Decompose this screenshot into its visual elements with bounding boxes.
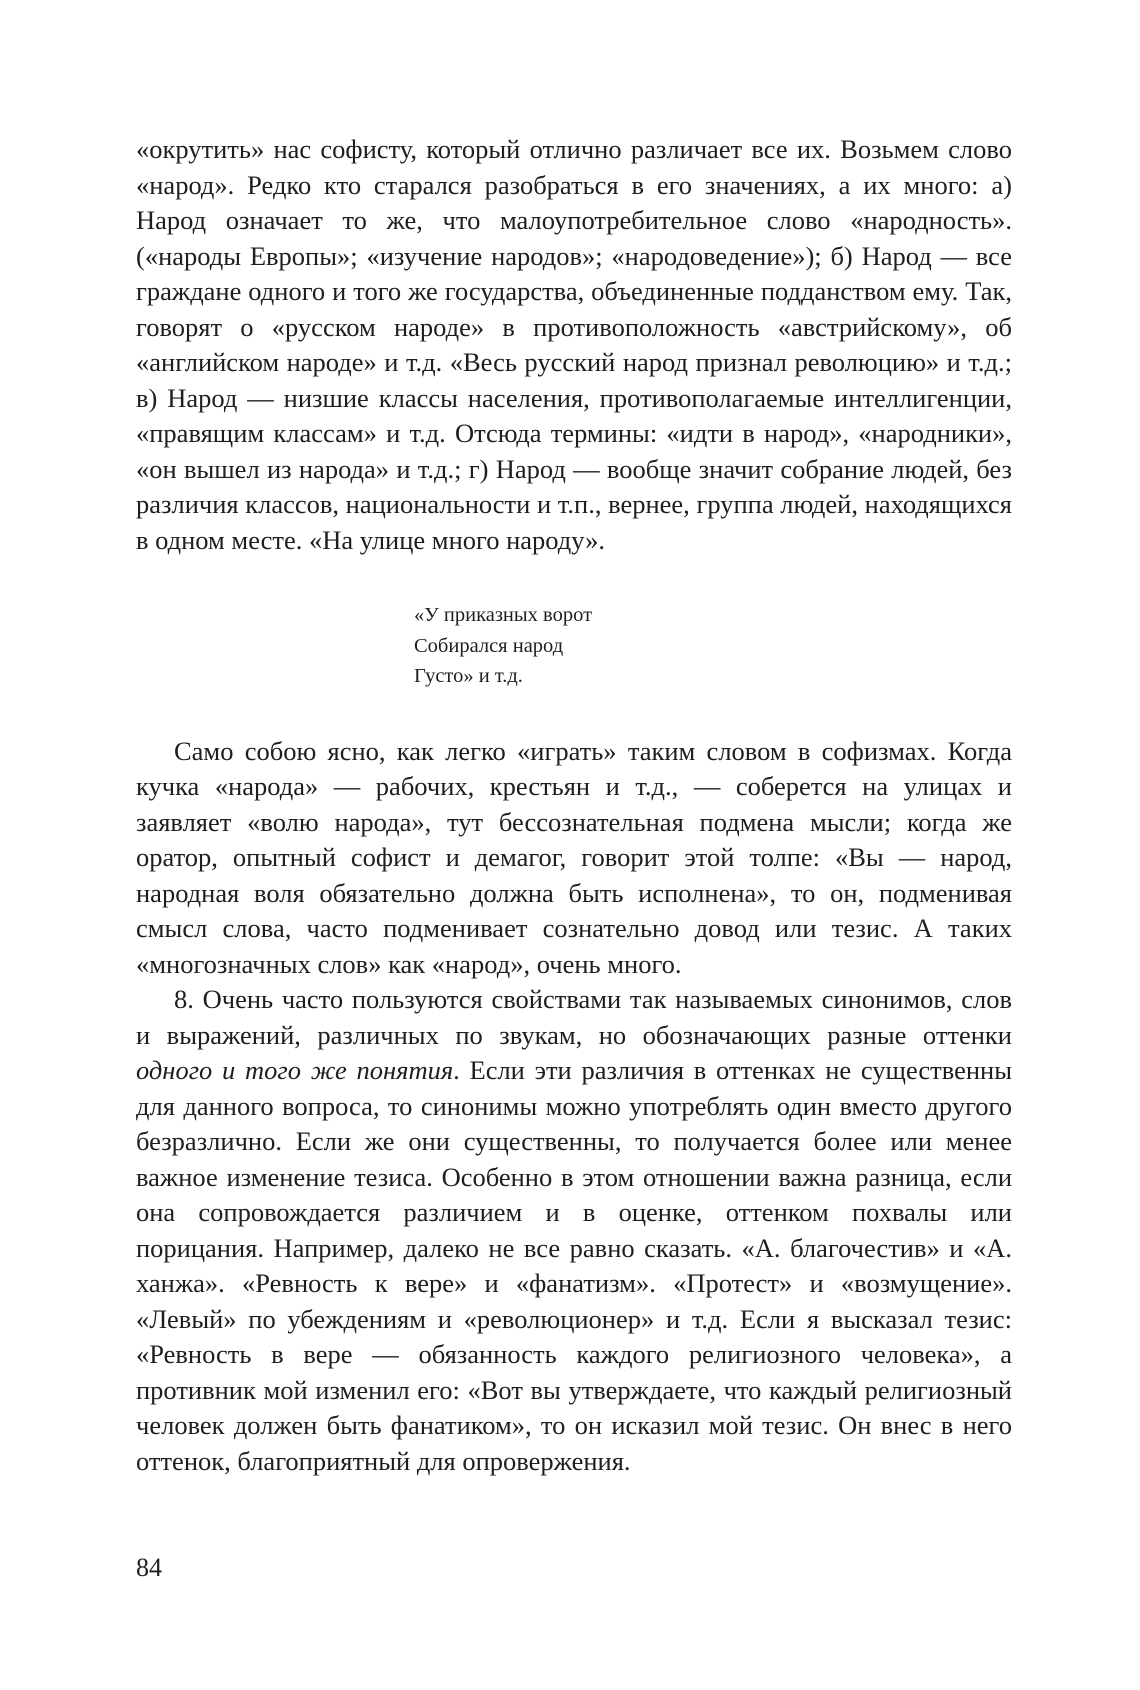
verse-line: Собирался народ — [414, 634, 564, 657]
verse-quote — [414, 600, 1012, 692]
italic-emphasis: одного и того же понятия — [136, 1055, 454, 1085]
paragraph-synonyms — [136, 982, 1012, 1479]
page-number: 84 — [136, 1553, 162, 1582]
page-body — [136, 132, 1012, 1479]
verse-line: «У приказных ворот — [414, 604, 593, 626]
paragraph-synonyms-text: . Если эти различия в оттенках не существенны для данного вопроса, то синонимы можно употреблять один вместо другого безразлично. Если же они существенны, то получается более или менее важное изменение тезиса. Особенно в этом отношении важна разница, если она сопровождается различием и в оценке, оттенком похвалы или порицания. Например, далеко не все равно сказать. «А. благочестив» и «А. ханжа». «Ревность к вере» и «фанатизм». «Протест» и «возмущение». «Левый» по убеждениям и «революционер» и т.д. Если я высказал тезис: «Ревность в вере — обязанность каждого религиозного человека», а противник мой изменил его: «Вот вы утверждаете, что каждый религиозный человек должен быть фанатиком», то он исказил мой тезис. Он внес в него оттенок, благоприятный для опровержения. — [136, 1055, 1012, 1476]
paragraph-sophism-example: Само собою ясно, как легко «играть» таким словом в софизмах. Когда кучка «народа» — рабочих, крестьян и т.д., — соберется на улицах и заявляет «волю народа», тут бессознательная подмена мысли; когда же оратор, опытный софист и демагог, говорит этой толпе: «Вы — народ, народная воля обязательно должна быть исполнена», то он, подменивая смысл слова, часто подменивает сознательно довод или тезис. А таких «многозначных слов» как «народ», очень много. — [136, 735, 1012, 979]
verse-line: Густо» и т.д. — [414, 665, 523, 687]
paragraph-narod-meanings: «окрутить» нас софисту, который отлично различает все их. Возьмем слово «народ». Редко кто старался разобраться в его значениях, а их много: а) Народ означает то же, что малоупотребительное слово «народность». («народы Европы»; «изучение народов»; «народоведение»); б) Народ — все граждане одного и того же государства, объединенные подданством ему. Так, говорят о «русском народе» в противоположность «австрийскому», об «английском народе» и т.д. «Весь русский народ признал революцию» и т.д.; в) Народ — низшие классы населения, противополагаемые интеллигенции, «правящим классам» и т.д. Отсюда термины: «идти в народ», «народники», «он вышел из народа» и т.д.; г) Народ — вообще значит собрание людей, без различия классов, национальности и т.п., вернее, группа людей, находящихся в одном месте. «На улице много народу». — [136, 134, 1012, 555]
paragraph-synonyms-text: 8. Очень часто пользуются свойствами так называемых синонимов, слов и выражений, различных по звукам, но обозначающих разные оттенки — [136, 984, 1012, 1050]
